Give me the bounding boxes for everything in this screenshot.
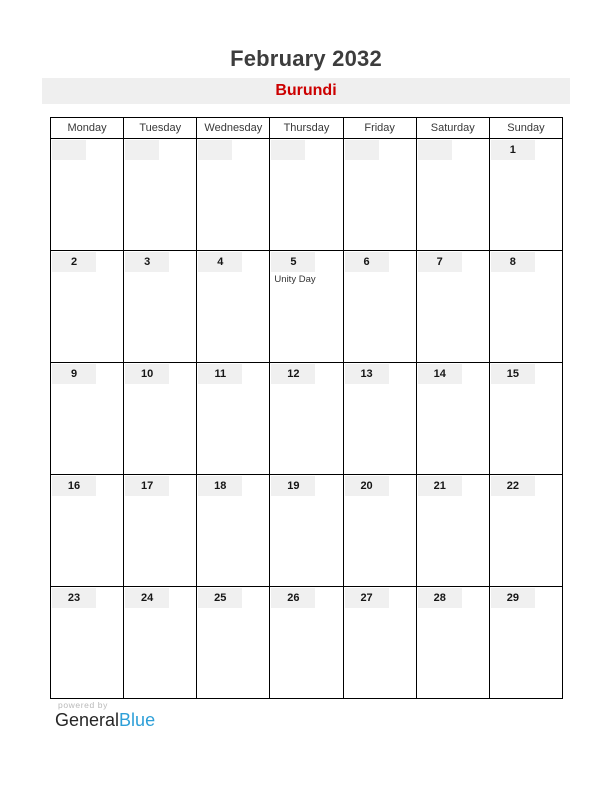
week-row	[51, 363, 563, 475]
day-number-box: 4	[198, 252, 242, 272]
day-cell	[416, 139, 489, 251]
day-number-box: 10	[125, 364, 169, 384]
day-number-box: 9	[52, 364, 96, 384]
weekday-row	[51, 118, 563, 139]
day-number-box: 17	[125, 476, 169, 496]
day-cell	[270, 587, 343, 699]
day-number-box: 25	[198, 588, 242, 608]
powered-by-label: powered by	[58, 700, 108, 710]
day-cell	[124, 139, 197, 251]
day-cell	[51, 251, 124, 363]
day-number-box: 3	[125, 252, 169, 272]
weekday-header: Sunday	[489, 118, 562, 139]
empty-day-box	[125, 140, 159, 160]
brand-logo	[55, 710, 155, 731]
day-cell	[124, 251, 197, 363]
week-row	[51, 475, 563, 587]
day-number-box: 11	[198, 364, 242, 384]
day-number-box: 21	[418, 476, 462, 496]
country-band	[42, 78, 570, 104]
day-number-box: 19	[271, 476, 315, 496]
day-cell	[343, 587, 416, 699]
brand-blue-text: Blue	[119, 710, 156, 730]
day-number-box: 12	[271, 364, 315, 384]
day-cell	[51, 587, 124, 699]
weekday-header: Wednesday	[197, 118, 270, 139]
day-cell	[489, 363, 562, 475]
empty-day-box	[198, 140, 232, 160]
day-number-box: 20	[345, 476, 389, 496]
day-number-box: 18	[198, 476, 242, 496]
day-cell	[343, 251, 416, 363]
day-cell	[197, 139, 270, 251]
day-cell	[270, 475, 343, 587]
weekday-header: Saturday	[416, 118, 489, 139]
day-cell	[489, 475, 562, 587]
day-number-box: 7	[418, 252, 462, 272]
day-number-box: 6	[345, 252, 389, 272]
day-cell	[197, 251, 270, 363]
day-cell	[489, 139, 562, 251]
day-cell	[124, 587, 197, 699]
day-cell	[343, 363, 416, 475]
day-cell	[270, 251, 343, 363]
day-cell	[197, 475, 270, 587]
day-cell	[270, 139, 343, 251]
day-number-box: 23	[52, 588, 96, 608]
day-number-box: 5	[271, 252, 315, 272]
empty-day-box	[418, 140, 452, 160]
day-cell	[343, 475, 416, 587]
day-cell	[343, 139, 416, 251]
week-row	[51, 587, 563, 699]
day-cell	[416, 475, 489, 587]
day-number-box: 1	[491, 140, 535, 160]
day-number-box: 28	[418, 588, 462, 608]
empty-day-box	[52, 140, 86, 160]
day-cell	[416, 363, 489, 475]
day-number-box: 2	[52, 252, 96, 272]
weekday-header: Monday	[51, 118, 124, 139]
day-cell	[416, 251, 489, 363]
empty-day-box	[345, 140, 379, 160]
day-cell	[124, 475, 197, 587]
day-number-box: 13	[345, 364, 389, 384]
day-number-box: 16	[52, 476, 96, 496]
day-cell	[416, 587, 489, 699]
day-cell	[51, 475, 124, 587]
day-cell	[489, 587, 562, 699]
brand-general-text: General	[55, 710, 120, 730]
page-title: February 2032	[230, 46, 382, 71]
day-number-box: 24	[125, 588, 169, 608]
week-row	[51, 139, 563, 251]
day-number-box: 8	[491, 252, 535, 272]
week-row	[51, 251, 563, 363]
calendar-table	[50, 117, 563, 699]
weekday-header: Thursday	[270, 118, 343, 139]
day-cell	[197, 587, 270, 699]
day-number-box: 29	[491, 588, 535, 608]
day-cell	[197, 363, 270, 475]
day-number-box: 15	[491, 364, 535, 384]
day-number-box: 14	[418, 364, 462, 384]
weekday-header: Friday	[343, 118, 416, 139]
day-cell	[51, 139, 124, 251]
weekday-header: Tuesday	[124, 118, 197, 139]
day-number-box: 26	[271, 588, 315, 608]
day-cell	[489, 251, 562, 363]
calendar-body	[51, 139, 563, 699]
day-number-box: 27	[345, 588, 389, 608]
day-cell	[51, 363, 124, 475]
country-label: Burundi	[275, 82, 337, 99]
day-cell	[124, 363, 197, 475]
holiday-label: Unity Day	[274, 274, 316, 285]
day-number-box: 22	[491, 476, 535, 496]
empty-day-box	[271, 140, 305, 160]
day-cell	[270, 363, 343, 475]
